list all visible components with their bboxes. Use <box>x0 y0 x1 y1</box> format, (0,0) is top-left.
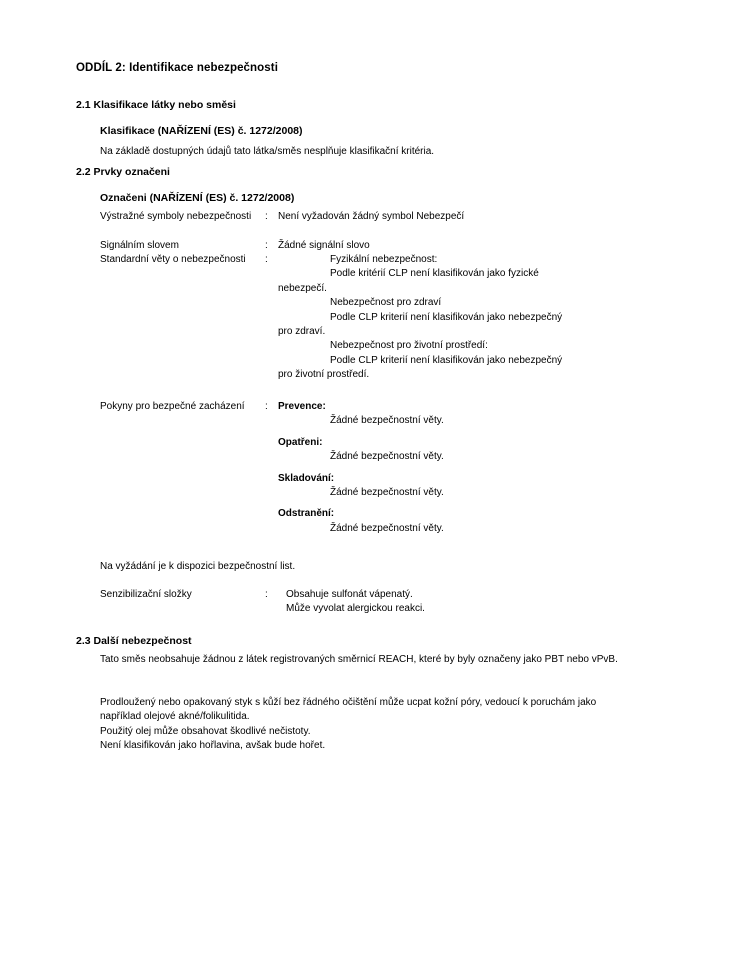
other-hazards-paragraph-1: Tato směs neobsahuje žádnou z látek registrovaných směrnicí REACH, které by byly označeny jako PBT nebo vPvB. <box>100 654 618 665</box>
hazard-environment-text-line-2: pro životní prostředí. <box>278 369 370 381</box>
spacer <box>278 429 630 436</box>
classification-body-text: Na základě dostupných údajů tato látka/směs nesplňuje klasifikační kritéria. <box>100 146 435 157</box>
hazard-health-text-line-1: Podle CLP kriterií není klasifikován jako nebezpečný <box>330 311 563 323</box>
colon-hazard-pictograms: : <box>265 211 268 222</box>
spacer <box>278 500 630 507</box>
label-sensitising-substances: Senzibilizační složky <box>100 589 192 600</box>
precaution-storage-heading: Skladování: <box>278 472 335 484</box>
hazard-physical-text-line-1: Podle kritérií CLP není klasifikován jako fyzické <box>330 268 539 280</box>
label-signal-word: Signálním slovem <box>100 240 179 251</box>
precaution-disposal-heading: Odstranění: <box>278 508 335 520</box>
value-precautionary-statements <box>278 400 630 536</box>
sds-availability-note: Na vyžádání je k dispozici bezpečnostní list. <box>100 561 296 572</box>
section-heading-2-2: 2.2 Prvky označeni <box>76 166 170 178</box>
sensitising-line-1: Obsahuje sulfonát vápenatý. <box>286 589 413 600</box>
precaution-storage-text: Žádné bezpečnostní věty. <box>330 487 444 499</box>
value-hazard-pictograms: Není vyžadován žádný symbol Nebezpečí <box>278 211 465 222</box>
colon-sensitising-substances: : <box>265 589 268 600</box>
colon-hazard-statements: : <box>265 254 268 265</box>
label-precautionary-statements: Pokyny pro bezpečné zacházení <box>100 401 245 412</box>
colon-signal-word: : <box>265 240 268 251</box>
hazard-health-heading: Nebezpečnost pro zdraví <box>330 297 442 309</box>
precaution-response-text: Žádné bezpečnostní věty. <box>330 451 444 463</box>
precaution-response-heading: Opatřeni: <box>278 436 323 448</box>
hazard-health-text-line-2: pro zdraví. <box>278 326 326 338</box>
other-hazards-paragraph-2-line-2: Použitý olej může obsahovat škodlivé nečistoty. <box>100 726 311 737</box>
value-signal-word: Žádné signální slovo <box>278 240 370 251</box>
value-hazard-statements <box>278 253 630 383</box>
subsection-heading-labelling: Označeni (NAŘÍZENÍ (ES) č. 1272/2008) <box>100 192 295 204</box>
colon-precautionary-statements: : <box>265 401 268 412</box>
label-hazard-pictograms: Výstražné symboly nebezpečnosti <box>100 211 252 222</box>
sensitising-line-2: Může vyvolat alergickou reakci. <box>286 603 425 615</box>
page-title: ODDÍL 2: Identifikace nebezpečnosti <box>76 62 279 74</box>
spacer <box>278 465 630 472</box>
hazard-environment-text-line-1: Podle CLP kriterií není klasifikován jako nebezpečný <box>330 354 563 366</box>
precaution-disposal-text: Žádné bezpečnostní věty. <box>330 522 444 534</box>
precaution-prevention-heading: Prevence: <box>278 401 326 412</box>
hazard-physical-heading: Fyzikální nebezpečnost: <box>330 254 438 265</box>
other-hazards-paragraph-2-line-3: Není klasifikován jako hořlavina, avšak bude hořet. <box>100 740 326 751</box>
label-hazard-statements: Standardní věty o nebezpečnosti <box>100 254 246 265</box>
hazard-physical-text-line-2: nebezpečí. <box>278 282 327 294</box>
section-heading-2-1: 2.1 Klasifikace látky nebo směsi <box>76 99 236 111</box>
value-sensitising-substances <box>286 588 425 617</box>
precaution-prevention-text: Žádné bezpečnostní věty. <box>330 415 444 427</box>
section-heading-2-3: 2.3 Další nebezpečnost <box>76 635 192 647</box>
hazard-environment-heading: Nebezpečnost pro životní prostředí: <box>330 340 488 352</box>
other-hazards-paragraph-2-line-1: Prodloužený nebo opakovaný styk s kůží bez řádného očištění může ucpat kožní póry, vedoucí k poruchám jako například olejové akné/folikulitida. <box>100 697 597 723</box>
subsection-heading-classification: Klasifikace (NAŘÍZENÍ (ES) č. 1272/2008) <box>100 125 303 137</box>
